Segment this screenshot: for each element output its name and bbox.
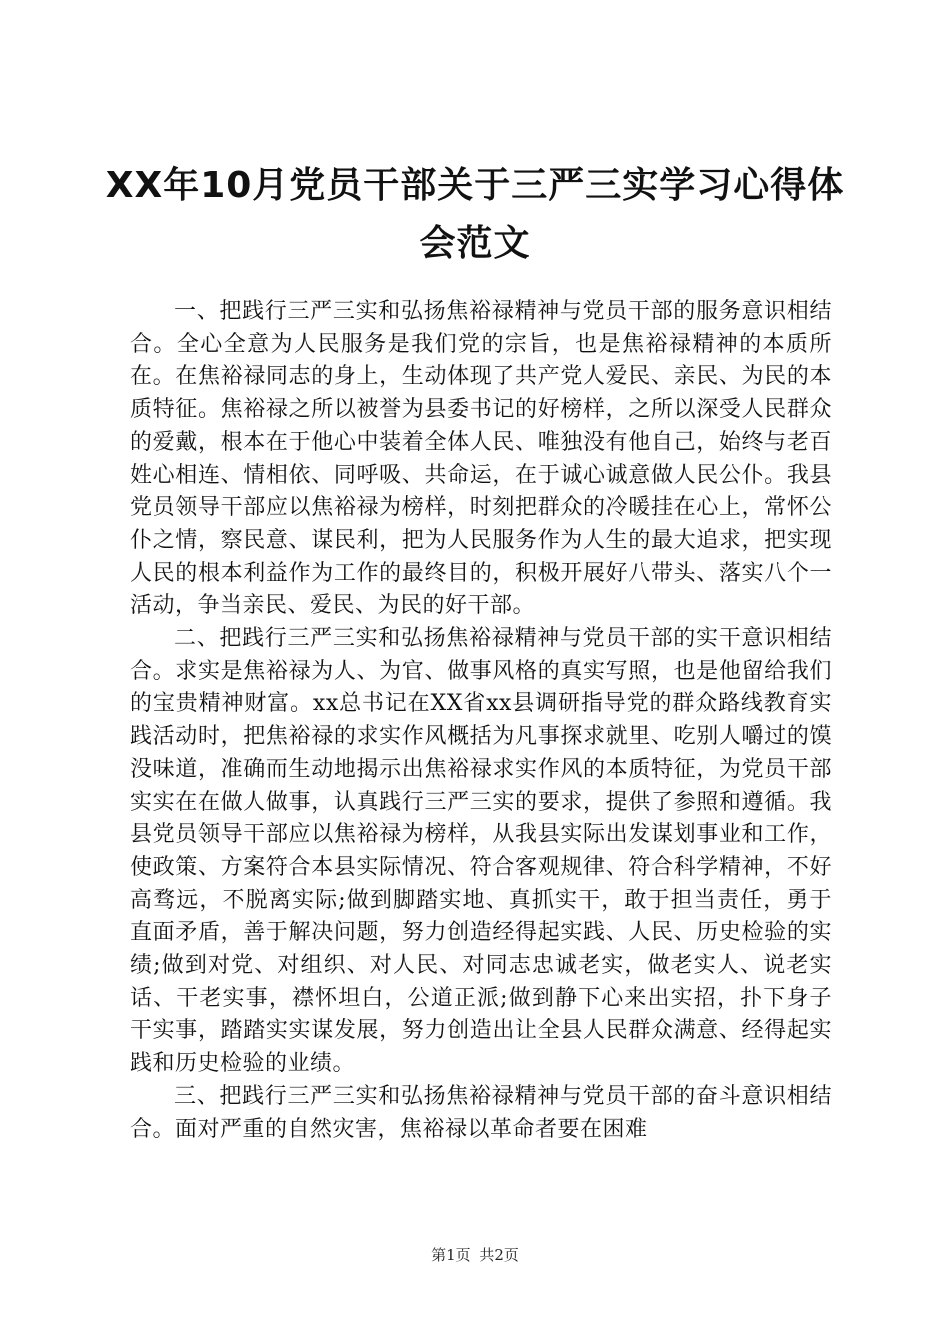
document-title-line-2: 会范文 xyxy=(419,223,531,264)
paragraph-3: 三、把践行三严三实和弘扬焦裕禄精神与党员干部的奋斗意识相结合。面对严重的自然灾害，焦裕禄以革命者要在困难 xyxy=(130,1083,832,1142)
paragraph-2: 二、把践行三严三实和弘扬焦裕禄精神与党员干部的实干意识相结合。求实是焦裕禄为人、为官、做事风格的真实写照，也是他留给我们的宝贵精神财富。xx总书记在XX省xx县调研指导党的群众路线教育实践活动时，把焦裕禄的求实作风概括为凡事探求就里、吃别人嚼过的馍没味道，准确而生动地揭示出焦裕禄求实作风的本质特征，为党员干部实实在在做人做事，认真践行三严三实的要求，提供了参照和遵循。我县党员领导干部应以焦裕禄为榜样，从我县实际出发谋划事业和工作，使政策、方案符合本县实际情况、符合客观规律、符合科学精神，不好高骛远，不脱离实际;做到脚踏实地、真抓实干，敢于担当责任，勇于直面矛盾，善于解决问题，努力创造经得起实践、人民、历史检验的实绩;做到对党、对组织、对人民、对同志忠诚老实，做老实人、说老实话、干老实事，襟怀坦白，公道正派;做到静下心来出实招，扑下身子干实事，踏踏实实谋发展，努力创造出让全县人民群众满意、经得起实践和历史检验的业绩。 xyxy=(130,626,832,1077)
page-number: 第1页 xyxy=(431,1246,471,1264)
document-title-line-1: XX年10月党员干部关于三严三实学习心得体 xyxy=(105,165,845,206)
page-footer xyxy=(0,1245,950,1265)
document-body xyxy=(130,296,832,1146)
page-total: 共2页 xyxy=(479,1246,519,1264)
paragraph-1: 一、把践行三严三实和弘扬焦裕禄精神与党员干部的服务意识相结合。全心全意为人民服务是我们党的宗旨，也是焦裕禄精神的本质所在。在焦裕禄同志的身上，生动体现了共产党人爱民、亲民、为民的本质特征。焦裕禄之所以被誉为县委书记的好榜样，之所以深受人民群众的爱戴，根本在于他心中装着全体人民、唯独没有他自己，始终与老百姓心相连、情相依、同呼吸、共命运，在于诚心诚意做人民公仆。我县党员领导干部应以焦裕禄为榜样，时刻把群众的冷暖挂在心上，常怀公仆之情，察民意、谋民利，把为人民服务作为人生的最大追求，把实现人民的根本利益作为工作的最终目的，积极开展好八带头、落实八个一活动，争当亲民、爱民、为民的好干部。 xyxy=(130,299,832,619)
